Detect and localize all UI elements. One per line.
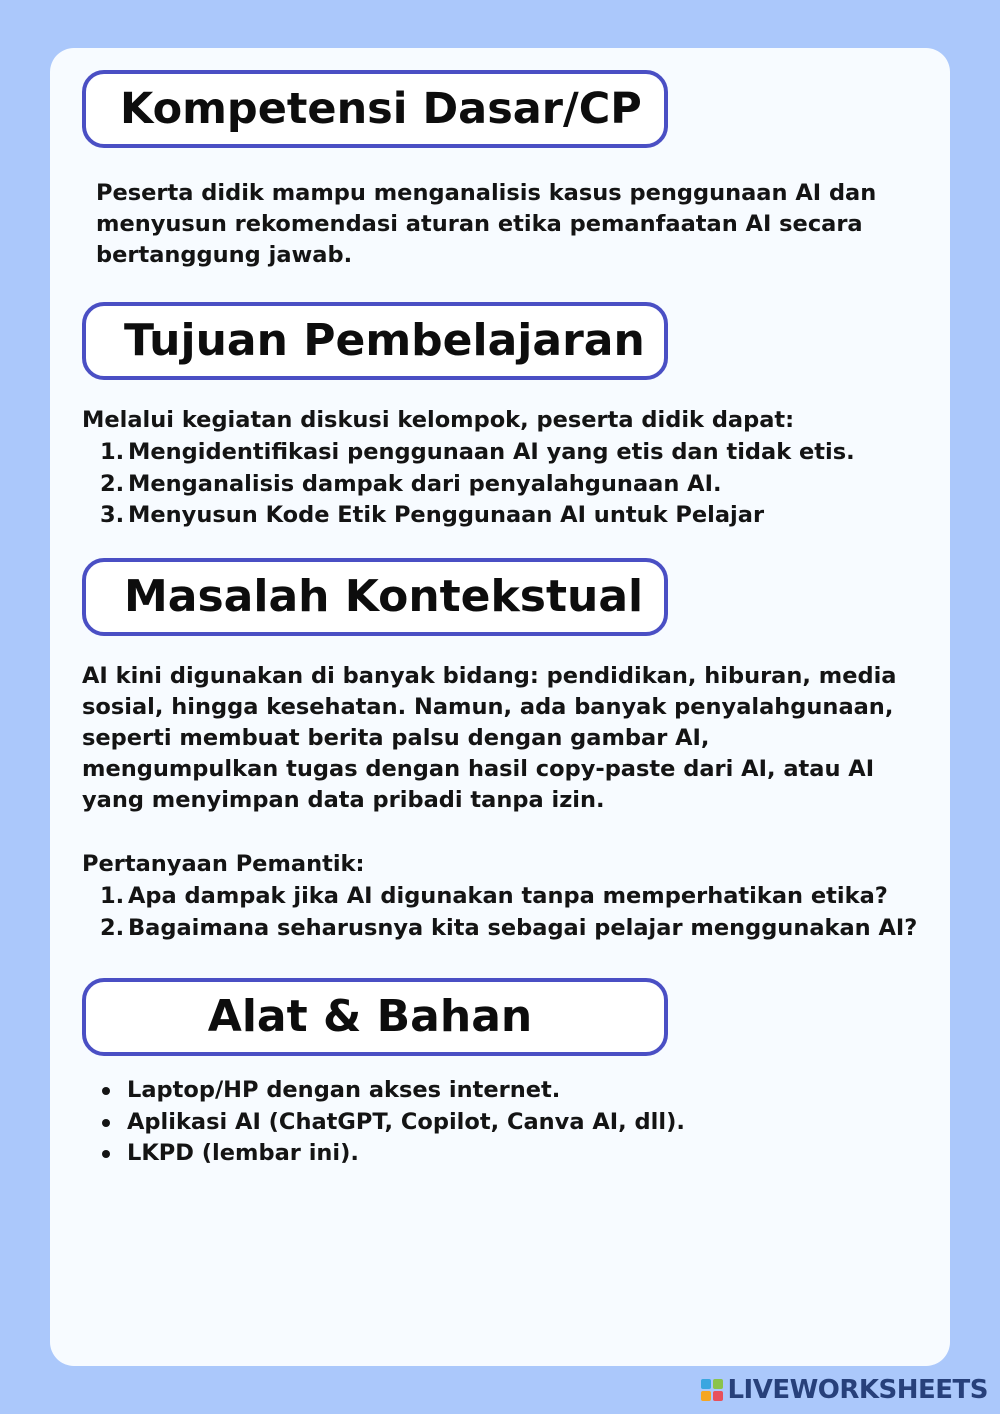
list-number: 3. <box>100 502 125 528</box>
section-title-masalah: Masalah Kontekstual <box>82 558 668 636</box>
list-item <box>82 500 855 532</box>
list-number: 1. <box>100 883 125 909</box>
pertanyaan-list <box>82 881 917 944</box>
list-item <box>82 1075 685 1107</box>
list-item <box>82 437 855 469</box>
tujuan-list <box>82 437 855 532</box>
pertanyaan-label: Pertanyaan Pemantik: <box>82 851 365 877</box>
logo-square-orange <box>701 1391 711 1401</box>
list-item <box>82 1107 685 1139</box>
list-item <box>82 1138 685 1170</box>
list-item-text: Mengidentifikasi penggunaan AI yang etis dan tidak etis. <box>128 439 855 465</box>
list-item-text: Menyusun Kode Etik Penggunaan AI untuk Pelajar <box>128 502 765 528</box>
logo-square-blue <box>701 1379 711 1389</box>
liveworksheets-logo-icon <box>701 1379 723 1401</box>
list-number: 2. <box>100 470 125 497</box>
alat-list <box>82 1075 685 1170</box>
list-item-text: Apa dampak jika AI digunakan tanpa memperhatikan etika? <box>128 883 888 909</box>
section-title-tujuan: Tujuan Pembelajaran <box>82 302 668 380</box>
bullet-icon <box>102 1119 110 1127</box>
masalah-text: AI kini digunakan di banyak bidang: pendidikan, hiburan, media sosial, hingga kesehatan. Namun, ada banyak penyalahgunaan, seperti membuat berita palsu dengan gambar AI, mengumpulkan tugas dengan hasil copy-paste dari AI, atau AI yang menyimpan data pribadi tanpa izin. <box>82 663 897 813</box>
bullet-icon <box>102 1150 110 1158</box>
list-item-text: Laptop/HP dengan akses internet. <box>127 1077 561 1103</box>
logo-square-red <box>713 1391 723 1401</box>
liveworksheets-logo[interactable] <box>701 1374 988 1406</box>
list-number: 1. <box>100 439 125 465</box>
list-item <box>82 913 917 945</box>
list-item <box>82 469 855 501</box>
list-item-text: Bagaimana seharusnya kita sebagai pelajar menggunakan AI? <box>128 914 918 941</box>
section-title-kompetensi: Kompetensi Dasar/CP <box>82 70 668 148</box>
logo-square-green <box>713 1379 723 1389</box>
section-title-alat: Alat & Bahan <box>82 978 668 1056</box>
tujuan-intro: Melalui kegiatan diskusi kelompok, peserta didik dapat: <box>82 407 795 433</box>
brand-name: LIVEWORKSHEETS <box>727 1375 988 1405</box>
bullet-icon <box>102 1087 110 1095</box>
list-item-text: LKPD (lembar ini). <box>127 1140 359 1166</box>
list-item-text: Menganalisis dampak dari penyalahgunaan AI. <box>128 470 722 497</box>
kompetensi-text: Peserta didik mampu menganalisis kasus penggunaan AI dan menyusun rekomendasi aturan etika pemanfaatan AI secara bertanggung jawab. <box>96 180 877 268</box>
list-item-text: Aplikasi AI (ChatGPT, Copilot, Canva AI, dll). <box>127 1108 685 1135</box>
list-item <box>82 881 917 913</box>
list-number: 2. <box>100 914 125 941</box>
